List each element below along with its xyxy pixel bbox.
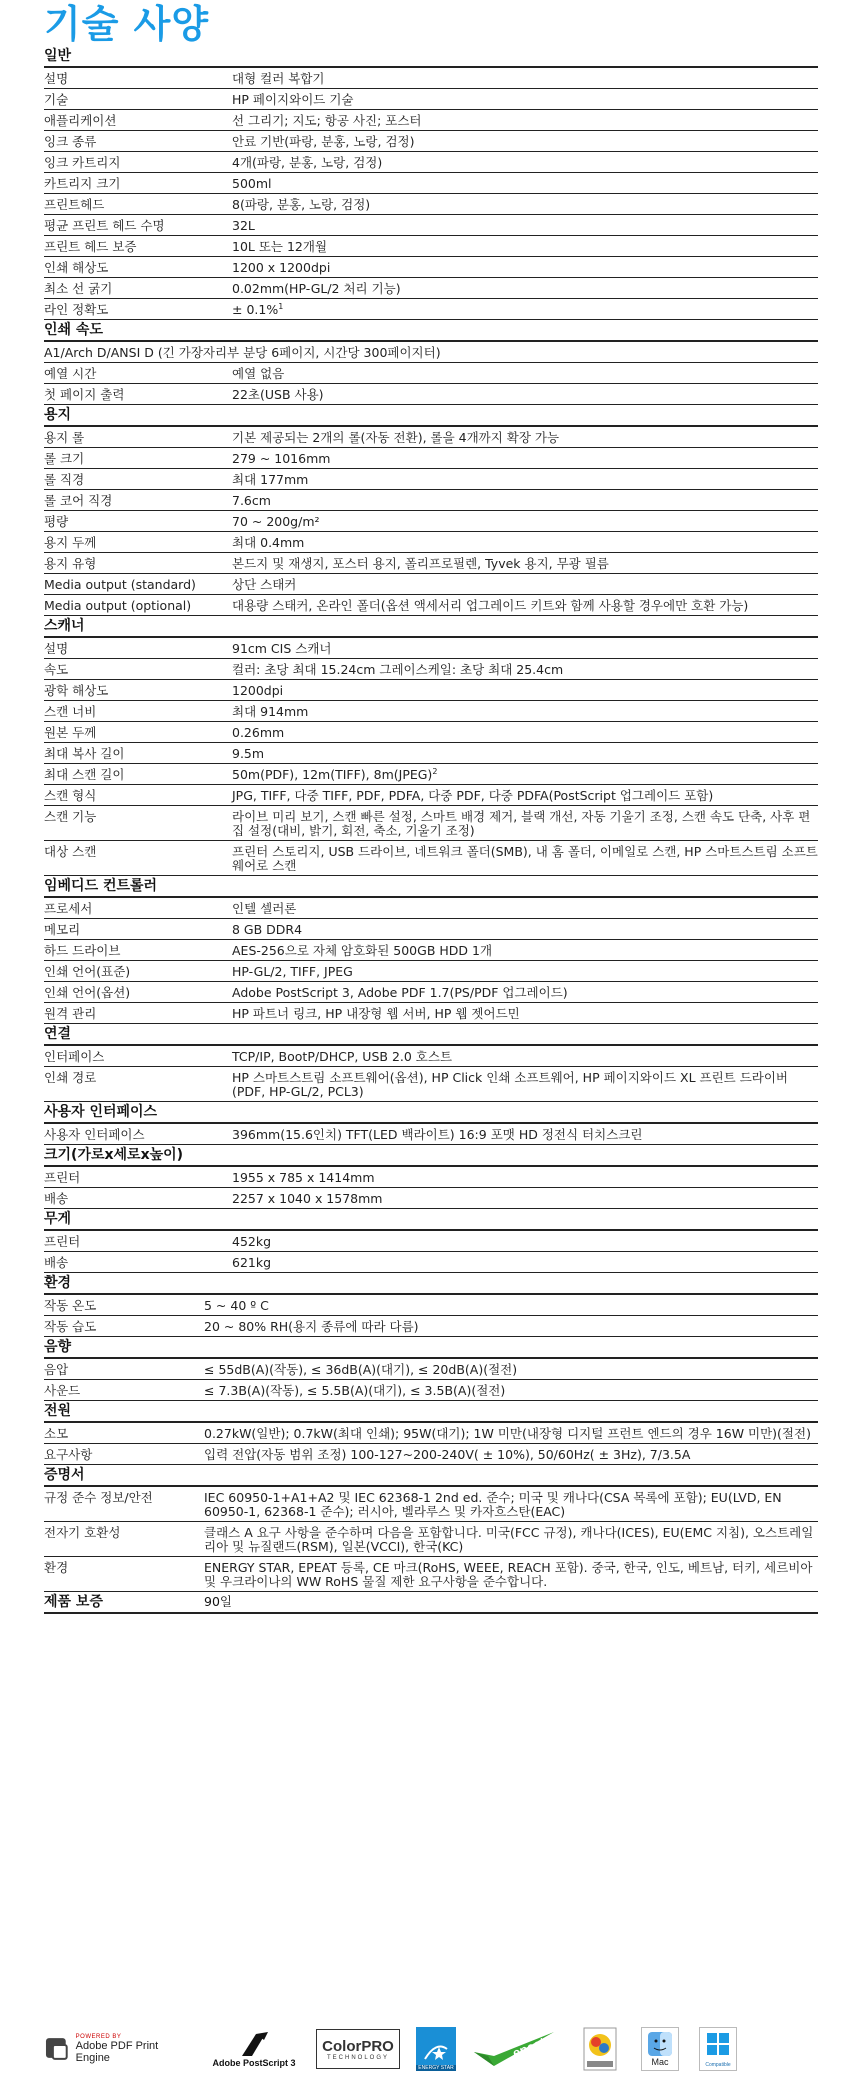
energy-star-logo [416,2026,456,2072]
spec-label: 용지 두께 [44,535,97,550]
spec-row [44,511,818,532]
spec-value [204,1444,818,1464]
spec-row [44,1359,818,1380]
spec-label: 라인 정확도 [44,302,109,317]
spec-row [44,257,818,278]
spec-row [44,173,818,194]
spec-label: 인쇄 해상도 [44,260,109,275]
spec-label: 소모 [44,1426,69,1441]
spec-value [204,1557,818,1591]
footnote-marker: 2 [432,766,438,776]
spec-label: 프린트헤드 [44,197,105,212]
section-heading: 음향 [44,1337,818,1359]
spec-label: 예열 시간 [44,366,97,381]
spec-label: 평량 [44,514,69,529]
spec-label: 원본 두께 [44,725,97,740]
spec-label: 기술 [44,92,69,107]
spec-value-text: HP 페이지와이드 기술 [232,92,354,107]
spec-value [232,68,818,88]
postscript-label: Adobe PostScript 3 [212,2058,296,2068]
spec-row [44,469,818,490]
spec-value [232,680,818,700]
spec-row [44,1188,818,1209]
spec-row [44,131,818,152]
spec-value-text: 5 ~ 40 º C [204,1298,269,1313]
spec-value-text: 예열 없음 [232,366,285,381]
spec-value [204,1522,818,1556]
spec-label: 배송 [44,1191,69,1206]
spec-value-text: AES-256으로 자체 암호화된 500GB HDD 1개 [232,943,493,958]
spec-label: 요구사항 [44,1447,93,1462]
spec-value [232,152,818,172]
section-heading: 증명서 [44,1465,818,1487]
spec-value-text: Adobe PostScript 3, Adobe PDF 1.7(PS/PDF 업그레이드) [232,985,568,1000]
spec-label: 카트리지 크기 [44,176,121,191]
spec-row [44,764,818,785]
spec-row [44,701,818,722]
energy-star-icon [421,2041,451,2065]
spec-label: 사운드 [44,1383,81,1398]
spec-value [204,1295,818,1315]
spec-row [44,680,818,701]
spec-value [232,659,818,679]
spec-value-text: ≤ 7.3B(A)(작동), ≤ 5.5B(A)(대기), ≤ 3.5B(A)(절전) [204,1383,506,1398]
spec-value-text: 클래스 A 요구 사항을 준수하며 다음을 포함합니다. 미국(FCC 규정), 캐나다(ICES), EU(EMC 지침), 오스트레일리아 및 뉴질랜드(RSM), 일본(VCCI), 한국(KC) [204,1525,814,1554]
spec-value-text: 1200dpi [232,683,284,698]
section-heading: 용지 [44,405,818,427]
spec-row [44,194,818,215]
spec-row [44,490,818,511]
section-heading: 환경 [44,1273,818,1295]
spec-label: 용지 유형 [44,556,97,571]
spec-label: 전자기 호환성 [44,1525,121,1540]
spec-row [44,982,818,1003]
spec-value [204,1359,818,1379]
spec-row [44,553,818,574]
spec-row [44,1380,818,1401]
spec-label: 스캔 형식 [44,788,97,803]
spec-row [44,940,818,961]
spec-row [44,342,818,363]
spec-value-text: 컬러: 초당 최대 15.24cm 그레이스케일: 초당 최대 25.4cm [232,662,564,677]
spec-value-text: HP 파트너 링크, HP 내장형 웹 서버, HP 웹 젯어드민 [232,1006,520,1021]
spec-label: 배송 [44,1255,69,1270]
spec-value-text: ± 0.1% [232,302,279,317]
adobe-pdf-icon [44,2036,70,2062]
spec-label: 인터페이스 [44,1049,105,1064]
spec-row [44,898,818,919]
spec-value [232,553,818,573]
spec-label: 애플리케이션 [44,113,117,128]
spec-value [232,363,818,383]
section-heading: 인쇄 속도 [44,320,818,342]
spec-value [232,448,818,468]
spec-value [232,384,818,404]
spec-value-text: 1955 x 785 x 1414mm [232,1170,375,1185]
spec-row [44,236,818,257]
spec-value-text: 인텔 셀러론 [232,901,297,916]
spec-label: 속도 [44,662,69,677]
adobe-pdf-label: Adobe PDF Print Engine [75,2040,159,2064]
spec-value [232,743,818,763]
spec-label: 광학 해상도 [44,683,109,698]
spec-row [44,919,818,940]
ppdc-logo [582,2026,618,2072]
spec-value-text: 7.6cm [232,493,271,508]
spec-row [44,1067,818,1102]
spec-value-text: 621kg [232,1255,272,1270]
adobe-postscript-logo [204,2026,304,2072]
spec-value-text: 279 ~ 1016mm [232,451,331,466]
section-heading [44,1592,818,1614]
epeat-logo [468,2026,560,2072]
spec-value [232,841,818,875]
spec-label: 최대 복사 길이 [44,746,125,761]
spec-label: 평균 프린트 헤드 수명 [44,218,165,233]
spec-value-text: ENERGY STAR, EPEAT 등록, CE 마크(RoHS, WEEE, REACH 포함). 중국, 한국, 인도, 베트남, 터키, 세르비아 및 우크라이나의 WW RoHS 물질 제한 요구사항을 준수합니다. [204,1560,813,1589]
spec-value-text: 50m(PDF), 12m(TIFF), 8m(JPEG) [232,767,433,782]
logo-bar [44,2026,818,2074]
spec-value [232,490,818,510]
spec-label: 인쇄 언어(옵션) [44,985,131,1000]
spec-value-text: 396mm(15.6인치) TFT(LED 백라이트) 16:9 포맷 HD 정전식 터치스크린 [232,1127,643,1142]
footnote-marker: 1 [278,301,284,311]
spec-label: 설명 [44,641,69,656]
mac-logo [640,2026,680,2072]
adobe-pdf-print-engine-logo [44,2026,194,2072]
spec-row [44,152,818,173]
spec-value-text: IEC 60950-1+A1+A2 및 IEC 62368-1 2nd ed. 준수; 미국 및 캐나다(CSA 목록에 포함); EU(LVD, EN 60950-1, 62368-1 준수); 러시아, 벨라루스 및 카자흐스탄(EAC) [204,1490,782,1519]
spec-row [44,806,818,841]
spec-value [232,257,818,277]
spec-value-text: 입력 전압(자동 범위 조정) 100-127~200-240V( ± 10%), 50/60Hz( ± 3Hz), 7/3.5A [204,1447,691,1462]
spec-value-text: TCP/IP, BootP/DHCP, USB 2.0 호스트 [232,1049,453,1064]
spec-label: 용지 롤 [44,430,85,445]
spec-value-text: 91cm CIS 스캐너 [232,641,332,656]
colorpro-label: ColorPRO [322,2037,394,2055]
spec-value [232,764,818,784]
spec-value-text: 452kg [232,1234,272,1249]
spec-full-value: A1/Arch D/ANSI D (긴 가장자리부 분당 6페이지, 시간당 300페이지터) [44,345,441,360]
spec-row [44,1423,818,1444]
spec-value-text: 0.26mm [232,725,285,740]
warranty-value: 90일 [204,1594,232,1609]
windows-logo [698,2026,738,2072]
spec-value [232,469,818,489]
spec-value-text: 대형 컬러 복합기 [232,71,325,86]
spec-value [204,1487,818,1521]
spec-value-text: 본드지 및 재생지, 포스터 용지, 폴리프로필렌, Tyvek 용지, 무광 필름 [232,556,609,571]
spec-value-text: 라이브 미리 보기, 스캔 빠른 설정, 스마트 배경 제거, 블랙 개선, 자동 기울기 조정, 스캔 속도 단축, 사후 편집 설정(대비, 밝기, 회전, 축소, 기울기 조정) [232,809,811,838]
section-heading: 연결 [44,1024,818,1046]
spec-row [44,1522,818,1557]
spec-row [44,215,818,236]
spec-label: 인쇄 경로 [44,1070,97,1085]
spec-row [44,1124,818,1145]
spec-value [232,173,818,193]
spec-row [44,1167,818,1188]
spec-value-text: 32L [232,218,255,233]
spec-value-text: 10L 또는 12개월 [232,239,328,254]
spec-value-text: 최대 0.4mm [232,535,305,550]
section-heading: 사용자 인터페이스 [44,1102,818,1124]
spec-label: 프린터 [44,1234,81,1249]
spec-row [44,1003,818,1024]
spec-value [232,919,818,939]
section-heading: 크기(가로x세로x높이) [44,1145,818,1167]
spec-value [232,1046,818,1066]
spec-label: 프린터 [44,1170,81,1185]
spec-value [232,785,818,805]
spec-label: 환경 [44,1560,69,1575]
section-heading-label: 제품 보증 [44,1594,103,1610]
spec-row [44,427,818,448]
epeat-label: epeat [510,2034,548,2061]
spec-label: 작동 습도 [44,1319,97,1334]
mac-label: Mac [651,2057,669,2067]
spec-value-text: 선 그리기; 지도; 항공 사진; 포스터 [232,113,422,128]
spec-row [44,1557,818,1592]
spec-row [44,89,818,110]
spec-value [232,638,818,658]
spec-row [44,1295,818,1316]
spec-value [232,278,818,298]
spec-label: Media output (optional) [44,598,192,613]
powered-by-label: POWERED BY [75,2034,122,2040]
colorpro-logo [316,2026,400,2072]
spec-value [232,194,818,214]
spec-value [232,299,818,319]
spec-value [204,1316,818,1336]
spec-value-text: ≤ 55dB(A)(작동), ≤ 36dB(A)(대기), ≤ 20dB(A)(절전) [204,1362,518,1377]
spec-value-text: 기본 제공되는 2개의 롤(자동 전환), 롤을 4개까지 확장 가능 [232,430,560,445]
spec-value-text: 70 ~ 200g/m² [232,514,320,529]
spec-value [232,89,818,109]
spec-value-text: HP-GL/2, TIFF, JPEG [232,964,353,979]
spec-value-text: 2257 x 1040 x 1578mm [232,1191,383,1206]
spec-value-text: 9.5m [232,746,265,761]
spec-row [44,743,818,764]
spec-value-text: JPG, TIFF, 다중 TIFF, PDF, PDFA, 다중 PDF, 다중 PDFA(PostScript 업그레이드 포함) [232,788,714,803]
colorpro-sub-label: TECHNOLOGY [326,2054,389,2061]
mac-face-icon [647,2031,673,2057]
spec-label: 규정 준수 정보/안전 [44,1490,153,1505]
spec-label: 잉크 카트리지 [44,155,121,170]
spec-value [232,806,818,840]
spec-row [44,278,818,299]
spec-row [44,574,818,595]
spec-row [44,961,818,982]
spec-value-text: 22초(USB 사용) [232,387,324,402]
spec-label: 원격 관리 [44,1006,97,1021]
spec-value [232,574,818,594]
spec-value [232,982,818,1002]
spec-label: 프로세서 [44,901,93,916]
spec-label: 설명 [44,71,69,86]
spec-value-text: 20 ~ 80% RH(용지 종류에 따라 다름) [204,1319,419,1334]
spec-label: 최소 선 굵기 [44,281,113,296]
spec-label: 스캔 기능 [44,809,97,824]
spec-value-text: 500ml [232,176,272,191]
spec-label: 스캔 너비 [44,704,97,719]
spec-value-text: 안료 기반(파랑, 분홍, 노랑, 검정) [232,134,415,149]
spec-row [44,659,818,680]
spec-value [232,511,818,531]
spec-value [232,1167,818,1187]
spec-value-text: 8 GB DDR4 [232,922,303,937]
spec-label: Media output (standard) [44,577,196,592]
spec-row [44,68,818,89]
windows-icon [706,2032,730,2056]
spec-label: 첫 페이지 출력 [44,387,125,402]
spec-value-text: 8(파랑, 분홍, 노랑, 검정) [232,197,371,212]
spec-label: 메모리 [44,922,81,937]
page-title: 기술 사양 [44,2,210,46]
spec-label: 롤 코어 직경 [44,493,113,508]
spec-label: 롤 직경 [44,472,85,487]
section-heading: 스캐너 [44,616,818,638]
spec-value [232,1252,818,1272]
spec-label: 롤 크기 [44,451,85,466]
spec-row [44,448,818,469]
spec-table [44,46,818,1614]
spec-row [44,722,818,743]
spec-value-text: 4개(파랑, 분홍, 노랑, 검정) [232,155,383,170]
spec-value-text: 0.27kW(일반); 0.7kW(최대 인쇄); 95W(대기); 1W 미만(내장형 디지털 프런트 엔드의 경우 16W 미만)(절전) [204,1426,811,1441]
spec-row [44,1444,818,1465]
postscript-feather-icon [234,2030,274,2058]
spec-value [204,1380,818,1400]
spec-row [44,785,818,806]
spec-value [232,1231,818,1251]
spec-value [232,961,818,981]
spec-value [232,110,818,130]
spec-value [232,722,818,742]
spec-value [204,1423,818,1443]
spec-row [44,1487,818,1522]
spec-value [232,1124,818,1144]
spec-value [232,1067,818,1101]
spec-label: 인쇄 언어(표준) [44,964,131,979]
section-heading: 무게 [44,1209,818,1231]
energy-star-label: ENERGY STAR [416,2065,456,2071]
spec-value [232,940,818,960]
section-heading: 전원 [44,1401,818,1423]
spec-label: 음압 [44,1362,69,1377]
section-heading: 임베디드 컨트롤러 [44,876,818,898]
spec-row [44,1046,818,1067]
ppdc-icon [583,2027,617,2071]
spec-row [44,638,818,659]
spec-value-text: 대용량 스태커, 온라인 폴더(옵션 액세서리 업그레이드 키트와 함께 사용할 경우에만 호환 가능) [232,598,749,613]
spec-value-text: 상단 스태커 [232,577,297,592]
section-heading: 일반 [44,46,818,68]
spec-value-text: 프린터 스토리지, USB 드라이브, 네트워크 폴더(SMB), 내 홈 폴더, 이메일로 스캔, HP 스마트스트림 소프트웨어로 스캔 [232,844,818,873]
spec-label: 하드 드라이브 [44,943,121,958]
spec-row [44,110,818,131]
spec-value [232,701,818,721]
spec-value [232,427,818,447]
spec-label: 최대 스캔 길이 [44,767,125,782]
spec-row [44,532,818,553]
spec-row [44,841,818,876]
spec-row [44,384,818,405]
spec-value [232,1003,818,1023]
spec-row [44,1252,818,1273]
windows-label: Compatible [705,2062,731,2068]
spec-row [44,1316,818,1337]
spec-value [232,1188,818,1208]
spec-label: 작동 온도 [44,1298,97,1313]
spec-value [232,215,818,235]
spec-label: 잉크 종류 [44,134,97,149]
spec-row [44,1231,818,1252]
spec-value-text: 최대 177mm [232,472,309,487]
spec-row [44,595,818,616]
spec-value [232,532,818,552]
spec-label: 프린트 헤드 보증 [44,239,137,254]
spec-value [232,131,818,151]
spec-value-text: 최대 914mm [232,704,309,719]
spec-value-text: 1200 x 1200dpi [232,260,331,275]
spec-label: 대상 스캔 [44,844,97,859]
spec-row [44,299,818,320]
spec-label: 사용자 인터페이스 [44,1127,145,1142]
spec-value-text: 0.02mm(HP-GL/2 처리 기능) [232,281,401,296]
spec-value-text: HP 스마트스트림 소프트웨어(옵션), HP Click 인쇄 소프트웨어, HP 페이지와이드 XL 프린트 드라이버(PDF, HP-GL/2, PCL3) [232,1070,789,1099]
spec-value [232,898,818,918]
spec-value [232,236,818,256]
spec-value [232,595,818,615]
spec-row [44,363,818,384]
